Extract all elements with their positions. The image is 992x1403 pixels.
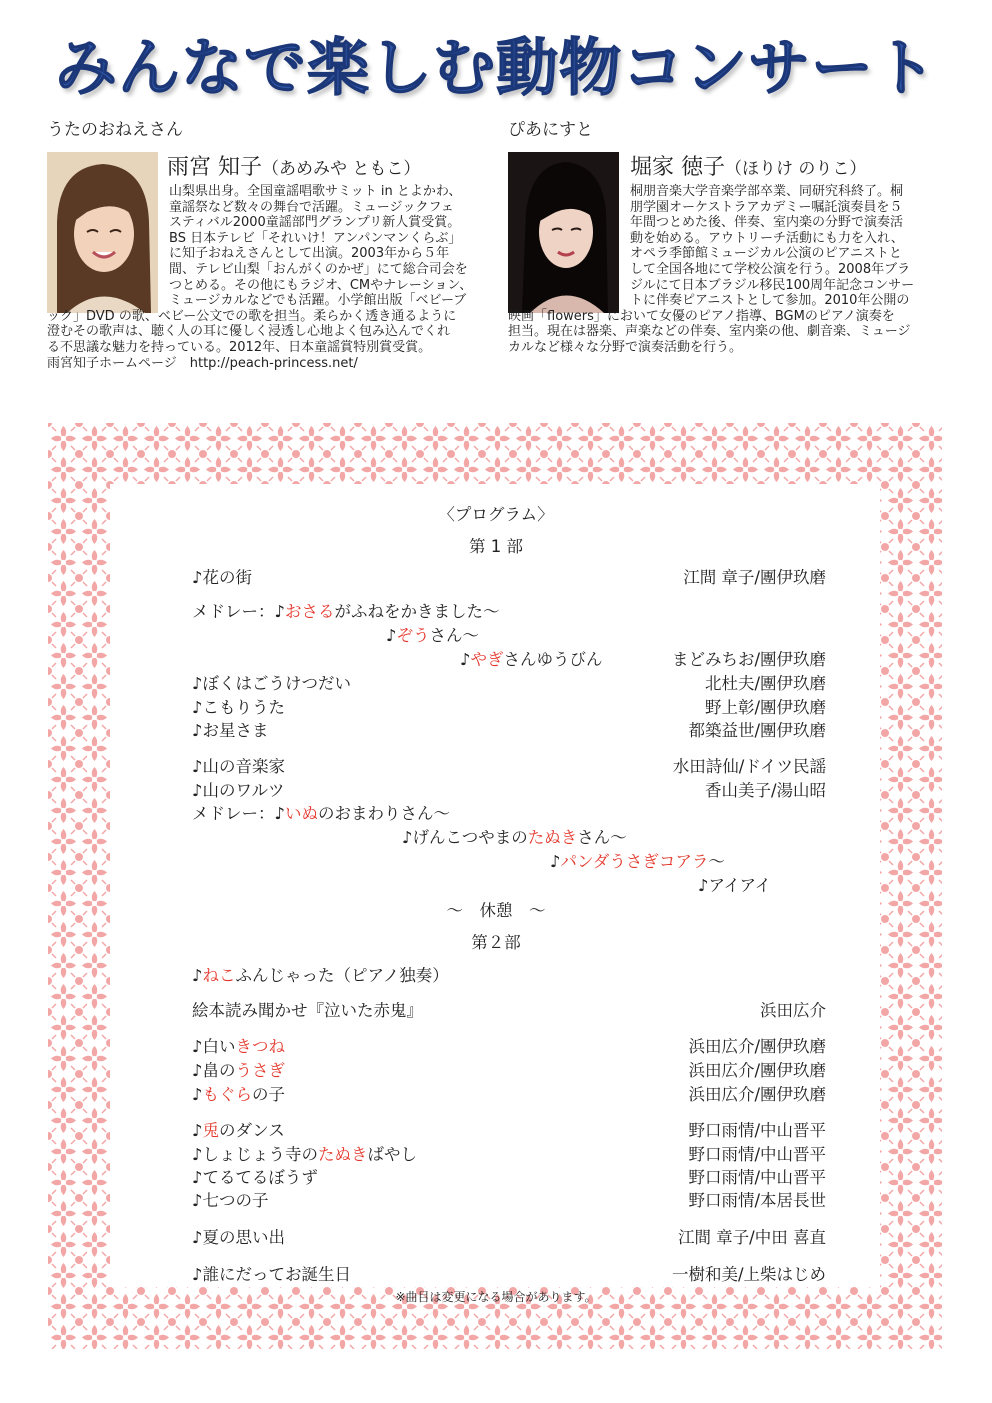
singer-name	[167, 150, 420, 181]
title-text: ♪てるてるぼうず	[192, 1168, 318, 1187]
title-text: ♪	[550, 852, 561, 871]
title-text: ♪	[192, 1085, 203, 1104]
animal-highlight: やぎ	[470, 650, 504, 669]
pianist-bio-line: ジルにて日本ブラジル移民100周年記念コンサー	[630, 277, 915, 293]
pianist-bio-line: 動を始める。アウトリーチ活動にも力を入れ、	[630, 230, 904, 246]
singer-bio-line: に知子おねえさんとして出演。2003年から５年	[169, 246, 450, 262]
pianist-bio-line: 年間つとめた後、伴奏、室内楽の分野で演奏活	[630, 215, 904, 231]
singer-bio-line: 山梨県出身。全国童謡唱歌サミット in とよかわ、	[169, 184, 462, 199]
concert-title: みんなで楽しむ動物コンサート	[54, 31, 937, 104]
title-text: さん〜	[577, 828, 627, 847]
title-text: ♪七つの子	[192, 1191, 269, 1210]
title-text: ♪	[460, 650, 471, 669]
title-text: の子	[252, 1085, 286, 1104]
title-text: ♪白い	[192, 1037, 236, 1056]
pianist-name	[630, 150, 866, 181]
singer-bio-line: 間、テレビ山梨「おんがくのかぜ」にて総合司会を	[169, 261, 468, 277]
pianist-bio-line: カルなど様々な分野で演奏活動を行う。	[508, 339, 743, 355]
pianist-bio-line: トに伴奏ピアニストとして参加。2010年公開の	[630, 293, 910, 309]
program-item-credit: 水田詩仙/ドイツ民謡	[672, 757, 826, 776]
title-text: メドレー：♪	[192, 804, 286, 823]
title-text: 絵本読み聞かせ『泣いた赤鬼』	[192, 1001, 423, 1020]
singer-photo	[47, 152, 158, 313]
pianist-bio-line: 桐朋音楽大学音楽学部卒業、同研究科終了。桐	[630, 184, 904, 199]
program-item-credit: 浜田広介/團伊玖磨	[688, 1037, 826, 1056]
program-item-credit: まどみちお/團伊玖磨	[671, 650, 826, 669]
singer-bio-line: 童謡祭など数々の舞台で活躍。ミュージックフェ	[169, 199, 454, 215]
singer-bio	[47, 184, 487, 371]
title-text: ふんじゃった（ピアノ独奏）	[235, 966, 449, 985]
title-text: ♪こもりうた	[192, 698, 286, 717]
program-item-credit: 一樹和美/上柴はじめ	[671, 1265, 826, 1284]
title-text: ♪花の街	[192, 568, 253, 587]
title-text: ♪畠の	[192, 1061, 236, 1080]
intermission: 〜 休憩 〜	[446, 901, 546, 920]
program-item-credit: 野口雨情/中山晋平	[688, 1121, 826, 1140]
pianist-bio	[508, 184, 948, 356]
program-item-credit: 江間 章子/中田 喜直	[677, 1228, 826, 1247]
program-item-credit: 野口雨情/中山晋平	[688, 1145, 826, 1164]
title-text: ♪誰にだってお誕生日	[192, 1265, 352, 1284]
singer-name-kana: （あめみや ともこ）	[262, 159, 421, 179]
singer-bio-line: スティバル2000童謡部門グランプリ新人賞受賞。	[169, 215, 461, 231]
singer-bio-line: ック」DVD の歌、ベビー公文での歌を担当。柔らかく透き通るように	[47, 308, 457, 324]
program-item-credit: 浜田広介/團伊玖磨	[688, 1061, 826, 1080]
singer-role: うたのおねえさん	[47, 120, 183, 140]
title-text: ♪	[386, 626, 397, 645]
program-item-credit: 野口雨情/本居長世	[688, 1191, 826, 1210]
animal-highlight: きつね	[235, 1037, 286, 1056]
title-text: ♪げんこつやまの	[402, 828, 528, 847]
program-note: ※曲目は変更になる場合があります。	[395, 1290, 597, 1304]
title-text: ♪	[192, 966, 203, 985]
title-text: さん〜	[429, 626, 480, 645]
animal-highlight: ねこ	[202, 966, 236, 985]
title-text: ♪ぼくはごうけつだい	[192, 674, 352, 693]
animal-highlight: パンダうさぎコアラ	[560, 852, 709, 871]
animal-highlight: たぬき	[318, 1145, 368, 1164]
title-text: ♪お星さま	[192, 721, 269, 740]
part1-heading: 第 1 部	[469, 537, 523, 556]
title-text: メドレー：♪	[192, 602, 286, 621]
title-text: ♪アイアイ	[698, 876, 772, 895]
singer-homepage-link[interactable]: 雨宮知子ホームページ http://peach-princess.net/	[47, 355, 358, 371]
title-text: さんゆうびん	[503, 650, 603, 669]
title-text: ♪しょじょう寺の	[192, 1145, 319, 1164]
title-text: ♪山のワルツ	[192, 781, 285, 800]
program-item-credit: 北杜夫/團伊玖磨	[704, 674, 826, 693]
pianist-bio-line: 映画「flowers」において女優のピアノ指導、BGMのピアノ演奏を	[508, 308, 895, 324]
part2-heading: 第２部	[471, 933, 521, 952]
title-text: ♪	[192, 1121, 203, 1140]
pianist-photo	[508, 152, 619, 313]
pianist-bio-line: オペラ季節館ミュージカル公演のピアニストと	[630, 246, 902, 262]
animal-highlight: ぞう	[396, 626, 430, 645]
animal-highlight: たぬき	[527, 828, 578, 847]
title-text: のおまわりさん〜	[318, 804, 451, 823]
program-heading: 〈プログラム〉	[438, 505, 554, 524]
singer-name-text: 雨宮 知子	[167, 155, 262, 180]
program-item-credit: 浜田広介	[760, 1001, 826, 1020]
program-panel	[110, 484, 880, 1287]
animal-highlight: おさる	[285, 602, 335, 621]
title-text: のダンス	[219, 1121, 285, 1140]
pianist-bio-line: して全国各地にて学校公演を行う。2008年ブラ	[630, 261, 911, 277]
program-item-credit: 江間 章子/團伊玖磨	[683, 568, 826, 587]
title-text: ばやし	[367, 1145, 418, 1164]
program-item-credit: 香山美子/湯山昭	[704, 781, 826, 800]
pianist-name-text: 堀家 徳子	[630, 155, 725, 180]
animal-highlight: 兎	[202, 1121, 220, 1140]
animal-highlight: いぬ	[285, 804, 319, 823]
pianist-role: ぴあにすと	[508, 120, 593, 140]
singer-bio-line: BS 日本テレビ「それいけ！アンパンマンくらぶ」	[169, 230, 462, 246]
title-text: がふねをかきました〜	[334, 602, 500, 621]
animal-highlight: うさぎ	[235, 1061, 286, 1080]
program-item-credit: 野上彰/團伊玖磨	[704, 698, 826, 717]
title-text: 〜	[708, 852, 725, 871]
title-text: ♪夏の思い出	[192, 1228, 286, 1247]
singer-bio-line: つとめる。その他にもラジオ、CMやナレーション、	[169, 277, 473, 293]
singer-bio-line: ミュージカルなどでも活躍。小学館出版「ベビーブ	[169, 293, 467, 309]
program-item-credit: 浜田広介/團伊玖磨	[688, 1085, 826, 1104]
singer-bio-line: 澄むその歌声は、聴く人の耳に優しく浸透し心地よく包み込んでくれ	[47, 324, 451, 340]
animal-highlight: もぐら	[202, 1085, 253, 1104]
pianist-name-kana: （ほりけ のりこ）	[725, 159, 867, 179]
singer-bio-line: る不思議な魅力を持っている。2012年、日本童謡賞特別賞受賞。	[47, 339, 432, 355]
pianist-bio-line: 担当。現在は器楽、声楽などの伴奏、室内楽の他、劇音楽、ミュージ	[508, 324, 911, 340]
pianist-bio-line: 朋学園オーケストラアカデミー嘱託演奏員を５	[630, 199, 903, 215]
program-item-credit: 都築益世/團伊玖磨	[688, 721, 826, 740]
program-item-credit: 野口雨情/中山晋平	[688, 1168, 826, 1187]
title-text: ♪山の音楽家	[192, 757, 286, 776]
